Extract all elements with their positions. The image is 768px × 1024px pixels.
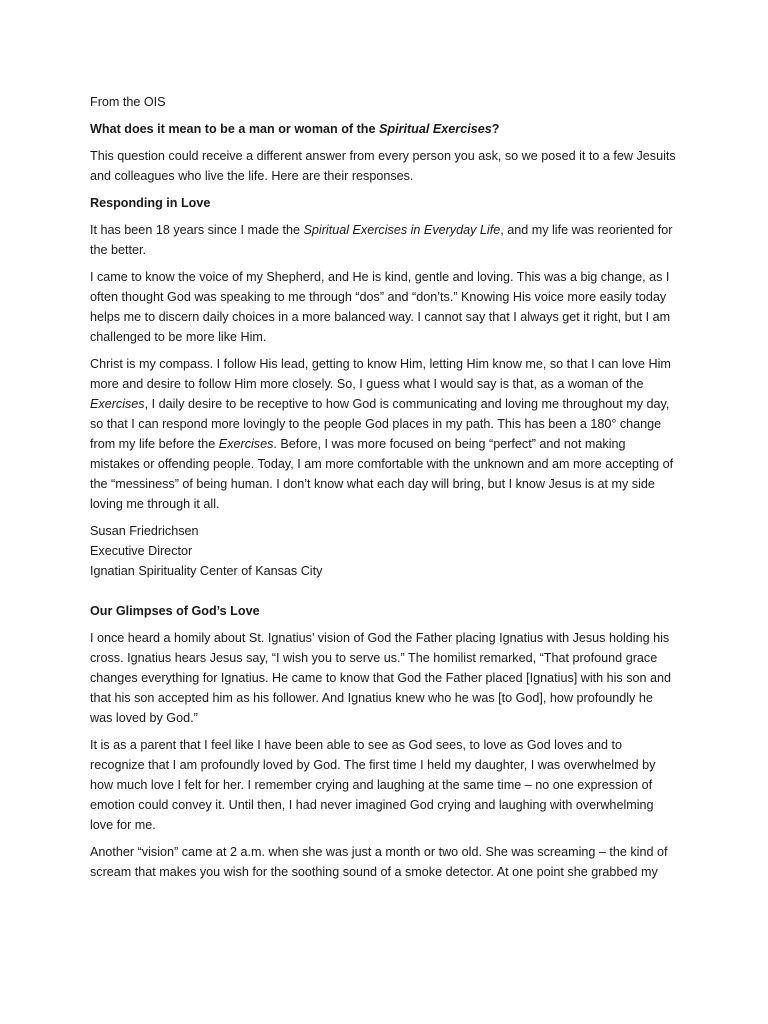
p3-part-a: Christ is my compass. I follow His lead, getting to know Him, letting Him know me, so that I can love Him more and desire to follow Him more closely. So, I guess what I would say is that, as a woman of the <box>90 357 671 391</box>
title-suffix: ? <box>491 122 500 136</box>
section-spacer <box>90 581 678 601</box>
p1-suffix: , and my life was reoriented for the better. <box>90 223 673 257</box>
section1-paragraph-1 <box>90 220 678 260</box>
source-line: From the OIS <box>90 95 166 109</box>
document-body <box>90 92 678 889</box>
signature-name: Susan Friedrichsen <box>90 524 199 538</box>
p1-prefix: It has been 18 years since I made the <box>90 223 304 237</box>
section2-paragraph-2: It is as a parent that I feel like I have been able to see as God sees, to love as God loves and to recognize that I am profoundly loved by God. The first time I held my daughter, I was overwhelmed by how much love I felt for her. I remember crying and laughing at the same time – no one expression of emotion could convey it. Until then, I had never imagined God crying and laughing with overwhelming love for me. <box>90 738 656 832</box>
signature-org: Ignatian Spirituality Center of Kansas City <box>90 564 323 578</box>
title-prefix: What does it mean to be a man or woman of the <box>90 122 379 136</box>
document-title <box>90 119 678 139</box>
section2-paragraph-3: Another “vision” came at 2 a.m. when she was just a month or two old. She was screaming – the kind of scream that makes you wish for the soothing sound of a smoke detector. At one point she grabbed my <box>90 845 668 879</box>
p3-italic-1: Exercises <box>90 397 145 411</box>
p3-part-b: , I daily desire to be receptive to how God is communicating and loving me throughout my day, so that I can respond more lovingly to the people God places in my path. This has been a 180° change from my life before the <box>90 397 670 451</box>
section2-heading: Our Glimpses of God’s Love <box>90 604 260 618</box>
section1-paragraph-2: I came to know the voice of my Shepherd, and He is kind, gentle and loving. This was a big change, as I often thought God was speaking to me through “dos” and “don’ts.” Knowing His voice more easily today helps me to discern daily choices in a more balanced way. I cannot say that I always get it right, but I am challenged to be more like Him. <box>90 270 671 344</box>
section1-paragraph-3 <box>90 354 678 514</box>
signature-block <box>90 521 678 581</box>
intro-paragraph: This question could receive a different answer from every person you ask, so we posed it to a few Jesuits and colleagues who live the life. Here are their responses. <box>90 149 676 183</box>
section1-heading: Responding in Love <box>90 196 211 210</box>
signature-role: Executive Director <box>90 544 193 558</box>
title-italic: Spiritual Exercises <box>379 122 492 136</box>
p3-part-c: . Before, I was more focused on being “perfect” and not making mistakes or offending people. Today, I am more comfortable with the unknown and am more accepting of the “messiness” of being human. I don’t know what each day will bring, but I know Jesus is at my side loving me through it all. <box>90 437 674 511</box>
p3-italic-2: Exercises <box>218 437 274 451</box>
p1-italic: Spiritual Exercises in Everyday Life <box>303 223 501 237</box>
section2-paragraph-1: I once heard a homily about St. Ignatius’ vision of God the Father placing Ignatius with Jesus holding his cross. Ignatius hears Jesus say, “I wish you to serve us.” The homilist remarked, “That profound grace changes everything for Ignatius. He came to know that God the Father placed [Ignatius] with his son and that his son accepted him as his follower. And Ignatius knew who he was [to God], how profoundly he was loved by God.” <box>90 631 672 725</box>
